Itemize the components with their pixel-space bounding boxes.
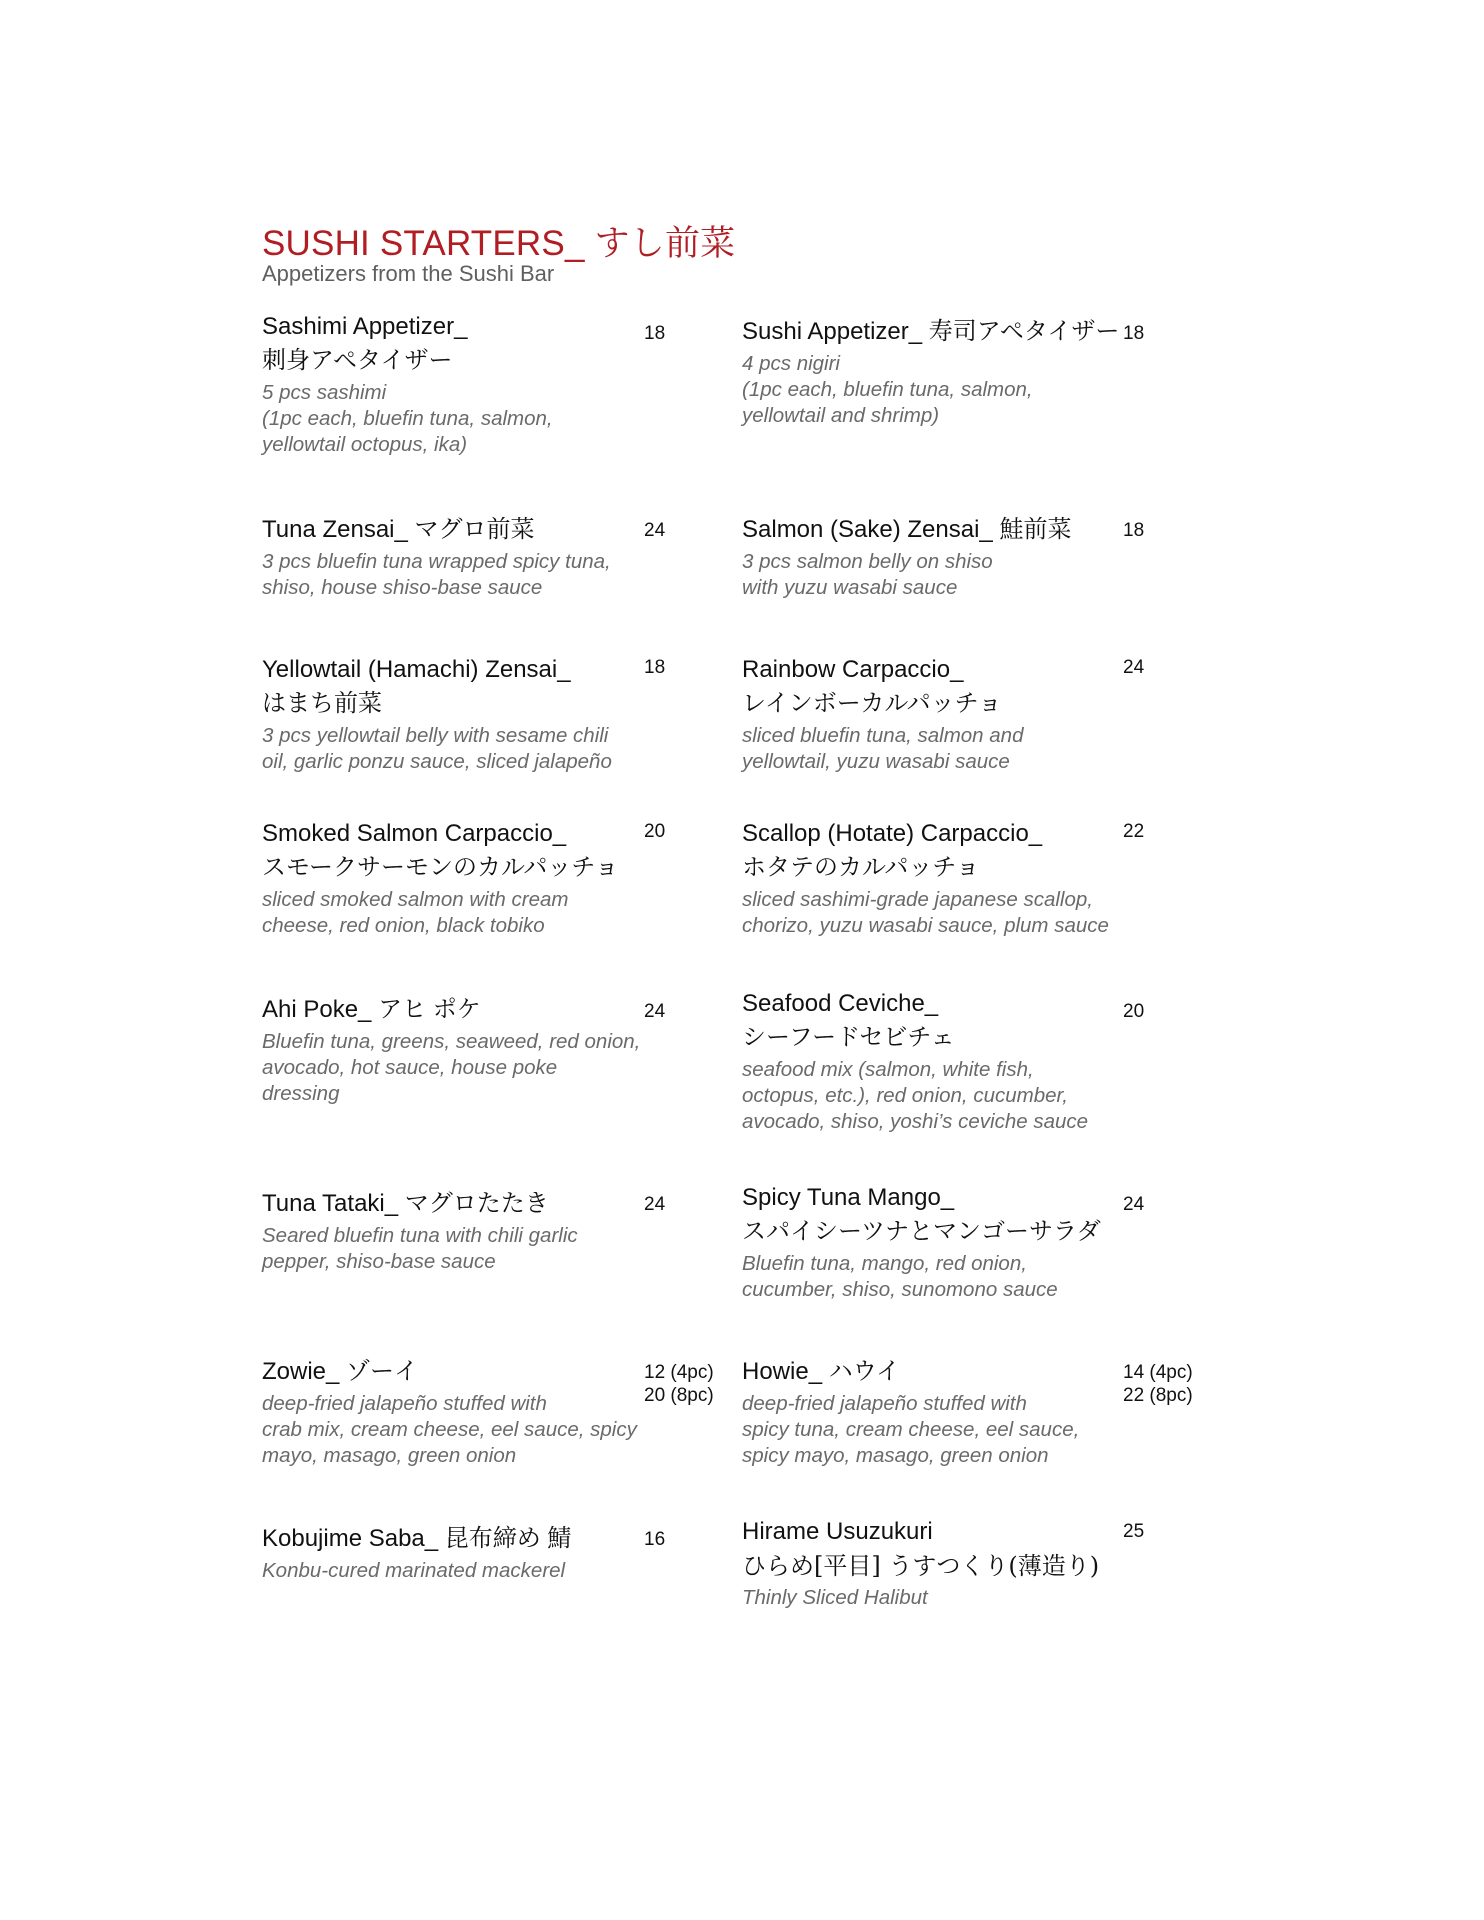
item-description: deep-fried jalapeño stuffed with spicy tuna, cream cheese, eel sauce, spicy mayo, masago, green onion <box>742 1392 1080 1467</box>
item-name: Salmon (Sake) Zensai_ 鮭前菜 <box>742 516 1072 543</box>
item-price: 24 <box>1123 657 1145 678</box>
item-description: Thinly Sliced Halibut <box>742 1586 928 1609</box>
item-name: Howie_ ハウイ <box>742 1358 900 1385</box>
item-name: Spicy Tuna Mango_ スパイシーツナとマンゴーサラダ <box>742 1184 1101 1245</box>
item-price: 24 <box>644 1001 666 1022</box>
item-description: Bluefin tuna, greens, seaweed, red onion, avocado, hot sauce, house poke dressing <box>262 1030 641 1105</box>
item-price: 20 <box>644 821 666 842</box>
item-price: 18 <box>1123 520 1145 541</box>
item-name: Tuna Zensai_ マグロ前菜 <box>262 516 535 543</box>
item-price: 24 <box>644 1194 666 1215</box>
item-price: 24 <box>644 520 666 541</box>
item-name: Ahi Poke_ アヒ ポケ <box>262 996 481 1023</box>
item-description: deep-fried jalapeño stuffed with crab mix, cream cheese, eel sauce, spicy mayo, masago, green onion <box>262 1392 637 1467</box>
item-description: 3 pcs salmon belly on shiso with yuzu wasabi sauce <box>742 550 993 599</box>
item-price: 20 <box>1123 1001 1145 1022</box>
item-name: Tuna Tataki_ マグロたたき <box>262 1190 549 1217</box>
item-name: Kobujime Saba_ 昆布締め 鯖 <box>262 1525 572 1552</box>
item-description: seafood mix (salmon, white fish, octopus, etc.), red onion, cucumber, avocado, shiso, yoshi’s ceviche sauce <box>742 1058 1089 1133</box>
item-description: sliced bluefin tuna, salmon and yellowtail, yuzu wasabi sauce <box>742 724 1024 773</box>
item-name: Smoked Salmon Carpaccio_ スモークサーモンのカルパッチョ <box>262 820 619 881</box>
item-name: Scallop (Hotate) Carpaccio_ ホタテのカルパッチョ <box>742 820 1043 881</box>
item-price: 18 <box>1123 323 1145 344</box>
item-description: Bluefin tuna, mango, red onion, cucumber, shiso, sunomono sauce <box>742 1252 1058 1301</box>
item-name: Sashimi Appetizer_ 刺身アペタイザー <box>262 313 468 374</box>
item-name: Seafood Ceviche_ シーフードセビチェ <box>742 990 955 1051</box>
item-name: Yellowtail (Hamachi) Zensai_ はまち前菜 <box>262 656 571 717</box>
item-description: 3 pcs bluefin tuna wrapped spicy tuna, shiso, house shiso-base sauce <box>262 550 611 599</box>
item-name: Sushi Appetizer_ 寿司アペタイザー <box>742 318 1120 345</box>
item-description: Konbu-cured marinated mackerel <box>262 1559 566 1582</box>
item-price: 22 <box>1123 821 1145 842</box>
item-description: 3 pcs yellowtail belly with sesame chili oil, garlic ponzu sauce, sliced jalapeño <box>262 724 612 773</box>
item-name-japanese: ひらめ[平目] うすつくり(薄造り) <box>742 1552 1100 1580</box>
item-price: 18 <box>644 657 666 678</box>
item-name: Rainbow Carpaccio_ レインボーカルパッチョ <box>742 656 1002 717</box>
section-title: SUSHI STARTERS_ すし前菜 <box>262 224 736 263</box>
item-description: 5 pcs sashimi (1pc each, bluefin tuna, salmon, yellowtail octopus, ika) <box>262 381 553 456</box>
item-price: 16 <box>644 1529 666 1550</box>
item-price: 14 (4pc) 22 (8pc) <box>1123 1362 1193 1406</box>
section-subtitle: Appetizers from the Sushi Bar <box>262 261 555 286</box>
item-price: 24 <box>1123 1194 1145 1215</box>
item-price: 12 (4pc) 20 (8pc) <box>644 1362 714 1406</box>
item-price: 18 <box>644 323 666 344</box>
item-name: Zowie_ ゾーイ <box>262 1358 419 1385</box>
item-description: Seared bluefin tuna with chili garlic pepper, shiso-base sauce <box>262 1224 578 1273</box>
item-description: sliced sashimi-grade japanese scallop, chorizo, yuzu wasabi sauce, plum sauce <box>742 888 1109 937</box>
item-name: Hirame Usuzukuri <box>742 1518 933 1545</box>
item-description: 4 pcs nigiri (1pc each, bluefin tuna, salmon, yellowtail and shrimp) <box>742 352 1033 427</box>
item-description: sliced smoked salmon with cream cheese, red onion, black tobiko <box>262 888 569 937</box>
item-price: 25 <box>1123 1521 1145 1542</box>
